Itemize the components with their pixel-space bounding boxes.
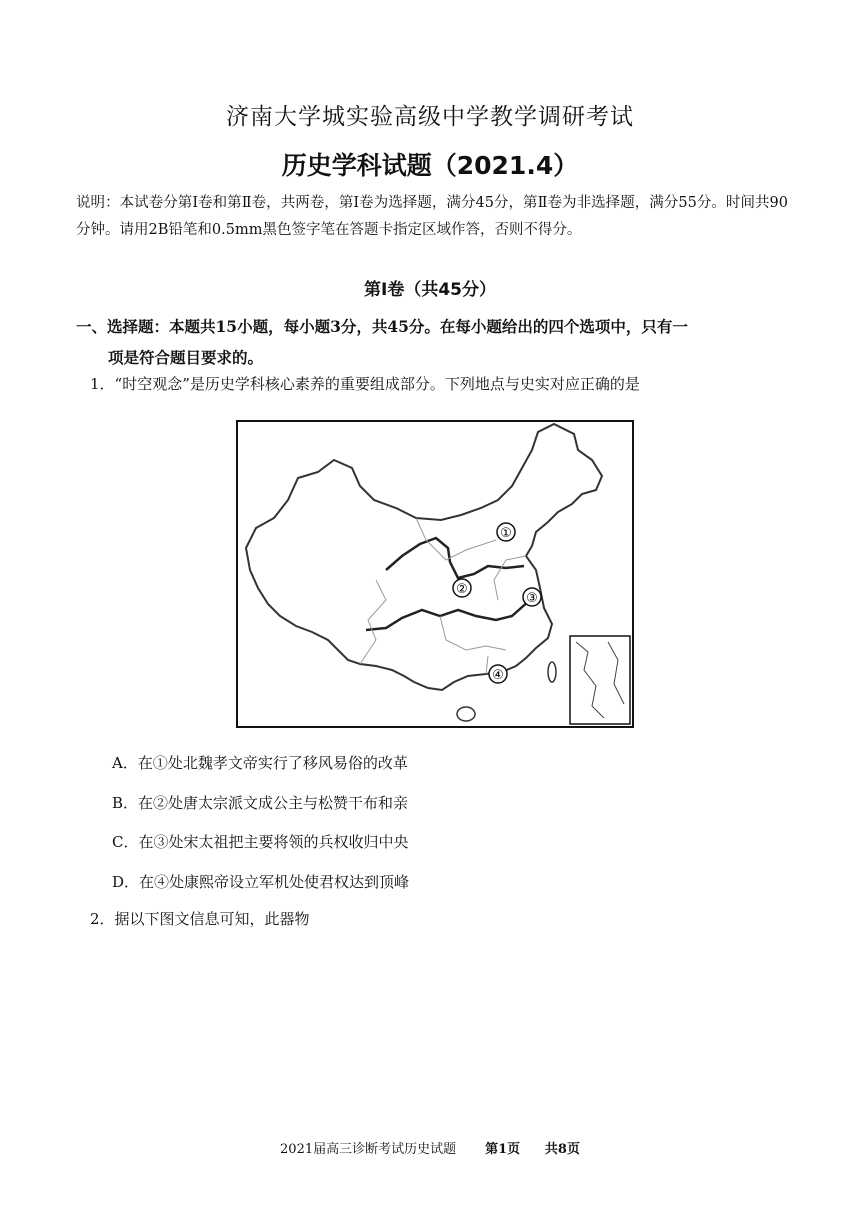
map-marker-3	[523, 588, 541, 606]
section-heading-line1: 一、选择题：本题共15小题，每小题3分，共45分。在每小题给出的四个选项中，只有一	[76, 317, 688, 336]
question-1-option-d: D．在④处康熙帝设立军机处使君权达到顶峰	[112, 873, 410, 891]
question-1-option-a: A．在①处北魏孝文帝实行了移风易俗的改革	[112, 754, 408, 772]
map-marker-4	[489, 665, 507, 683]
page-footer	[0, 1138, 860, 1157]
map-marker-4-label: ④	[492, 668, 504, 683]
exam-title: 历史学科试题（2021.4）	[281, 151, 579, 180]
section-heading-line2: 项是符合题目要求的。	[108, 348, 264, 367]
map-marker-1-label: ①	[500, 526, 512, 541]
china-map-figure	[236, 420, 634, 728]
map-marker-1	[497, 523, 515, 541]
map-marker-2	[453, 579, 471, 597]
volume-title: 第Ⅰ卷（共45分）	[364, 280, 496, 300]
question-2-stem: 2．据以下图文信息可知，此器物	[90, 910, 310, 928]
map-marker-2-label: ②	[456, 582, 468, 597]
question-1-stem: 1．“时空观念”是历史学科核心素养的重要组成部分。下列地点与史实对应正确的是	[90, 375, 640, 393]
footer-exam-name: 2021届高三诊断考试历史试题	[280, 1142, 457, 1157]
map-marker-3-label: ③	[526, 591, 538, 606]
footer-page-number: 第1页	[485, 1142, 521, 1157]
south-sea-inset	[570, 636, 630, 724]
question-1-option-b: B．在②处唐太宗派文成公主与松赞干布和亲	[112, 794, 409, 812]
footer-page-total: 共8页	[544, 1142, 580, 1157]
section-heading	[76, 311, 796, 373]
exam-school-title: 济南大学城实验高级中学教学调研考试	[226, 104, 634, 130]
exam-instructions: 说明：本试卷分第Ⅰ卷和第Ⅱ卷，共两卷，第Ⅰ卷为选择题，满分45分，第Ⅱ卷为非选择题，满分55分。时间共90分钟。请用2B铅笔和0.5mm黑色签字笔在答题卡指定区域作答，否则不得分。	[76, 195, 788, 238]
question-1-option-c: C．在③处宋太祖把主要将领的兵权收归中央	[112, 833, 409, 851]
